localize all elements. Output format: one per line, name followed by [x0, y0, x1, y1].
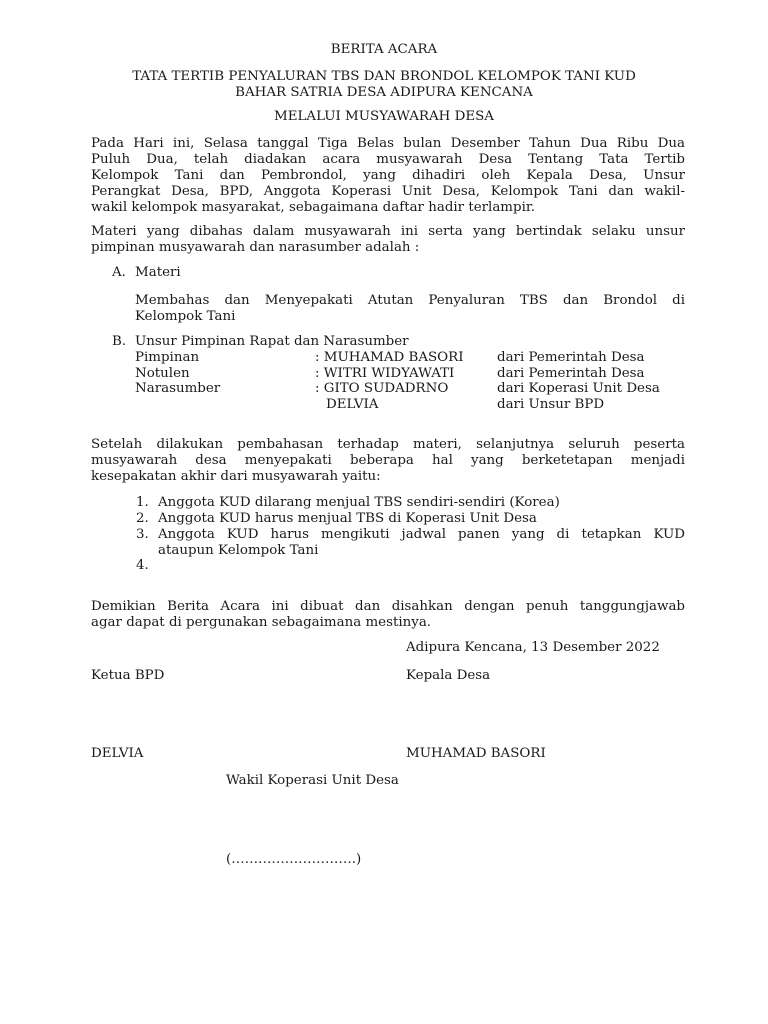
- signature-center-name: (……………………….): [226, 852, 362, 867]
- section-a-body-line: Membahas dan Menyepakati Atutan Penyaluran TBS dan Brondol di: [135, 293, 685, 308]
- result-intro-line: musyawarah desa menyepakati beberapa hal yang berketetapan menjadi: [91, 453, 685, 468]
- heading-musyawarah: MELALUI MUSYAWARAH DESA: [274, 109, 494, 124]
- section-b-marker: B.: [112, 334, 127, 349]
- closing-line: agar dapat di pergunakan sebagaimana mestinya.: [91, 615, 432, 630]
- place-date: Adipura Kencana, 13 Desember 2022: [406, 640, 660, 655]
- section-b-label: Unsur Pimpinan Rapat dan Narasumber: [135, 334, 409, 349]
- section-a-marker: A.: [112, 265, 126, 280]
- committee-name: : WITRI WIDYAWATI: [315, 366, 455, 381]
- materi-intro-paragraph: [91, 224, 685, 256]
- committee-origin: dari Koperasi Unit Desa: [497, 381, 660, 396]
- agreement-text-line: Anggota KUD harus mengikuti jadwal panen yang di tetapkan KUD: [158, 527, 685, 542]
- committee-origin: dari Unsur BPD: [497, 397, 605, 412]
- committee-role: Pimpinan: [135, 350, 200, 365]
- closing-line: Demikian Berita Acara ini dibuat dan disahkan dengan penuh tanggungjawab: [91, 599, 685, 614]
- result-intro-line: kesepakatan akhir dari musyawarah yaitu:: [91, 469, 381, 484]
- document-title: BERITA ACARA: [330, 42, 438, 57]
- agreement-number: 2.: [136, 511, 149, 526]
- section-a-body: [135, 293, 685, 325]
- signature-left-name: DELVIA: [91, 746, 144, 761]
- agreement-text: Anggota KUD harus menjual TBS di Koperasi Unit Desa: [158, 511, 537, 526]
- intro-line: Perangkat Desa, BPD, Anggota Koperasi Unit Desa, Kelompok Tani dan wakil-: [91, 184, 685, 199]
- signature-center-title: Wakil Koperasi Unit Desa: [226, 773, 399, 788]
- signature-right-name: MUHAMAD BASORI: [406, 746, 546, 761]
- committee-name: : MUHAMAD BASORI: [315, 350, 464, 365]
- intro-paragraph: [91, 136, 685, 216]
- committee-name: DELVIA: [326, 397, 379, 412]
- closing-paragraph: [91, 599, 685, 631]
- intro-line: wakil kelompok masyarakat, sebagaimana daftar hadir terlampir.: [91, 200, 536, 215]
- materi-intro-line: pimpinan musyawarah dan narasumber adalah :: [91, 240, 420, 255]
- intro-line: Pada Hari ini, Selasa tanggal Tiga Belas bulan Desember Tahun Dua Ribu Dua: [91, 136, 685, 151]
- agreement-text: Anggota KUD dilarang menjual TBS sendiri-sendiri (Korea): [158, 495, 560, 510]
- intro-line: Puluh Dua, telah diadakan acara musyawarah Desa Tentang Tata Tertib: [91, 152, 685, 167]
- signature-right-title: Kepala Desa: [406, 668, 491, 683]
- result-intro-paragraph: [91, 437, 685, 485]
- subtitle-line-2: BAHAR SATRIA DESA ADIPURA KENCANA: [235, 85, 533, 100]
- signature-left-title: Ketua BPD: [91, 668, 165, 683]
- agreement-text: [158, 527, 685, 559]
- intro-line: Kelompok Tani dan Pembrondol, yang dihadiri oleh Kepala Desa, Unsur: [91, 168, 685, 183]
- result-intro-line: Setelah dilakukan pembahasan terhadap materi, selanjutnya seluruh peserta: [91, 437, 685, 452]
- committee-role: Narasumber: [135, 381, 221, 396]
- section-a-body-line: Kelompok Tani: [135, 309, 236, 324]
- agreement-number: 1.: [136, 495, 149, 510]
- subtitle-line-1: TATA TERTIB PENYALURAN TBS DAN BRONDOL KELOMPOK TANI KUD: [132, 69, 636, 84]
- committee-name: : GITO SUDADRNO: [315, 381, 449, 396]
- agreement-text-line: ataupun Kelompok Tani: [158, 543, 319, 558]
- committee-role: Notulen: [135, 366, 190, 381]
- committee-origin: dari Pemerintah Desa: [497, 350, 645, 365]
- section-a-label: Materi: [135, 265, 181, 280]
- committee-origin: dari Pemerintah Desa: [497, 366, 645, 381]
- agreement-number: 4.: [136, 558, 149, 573]
- materi-intro-line: Materi yang dibahas dalam musyawarah ini serta yang bertindak selaku unsur: [91, 224, 685, 239]
- agreement-number: 3.: [136, 527, 149, 542]
